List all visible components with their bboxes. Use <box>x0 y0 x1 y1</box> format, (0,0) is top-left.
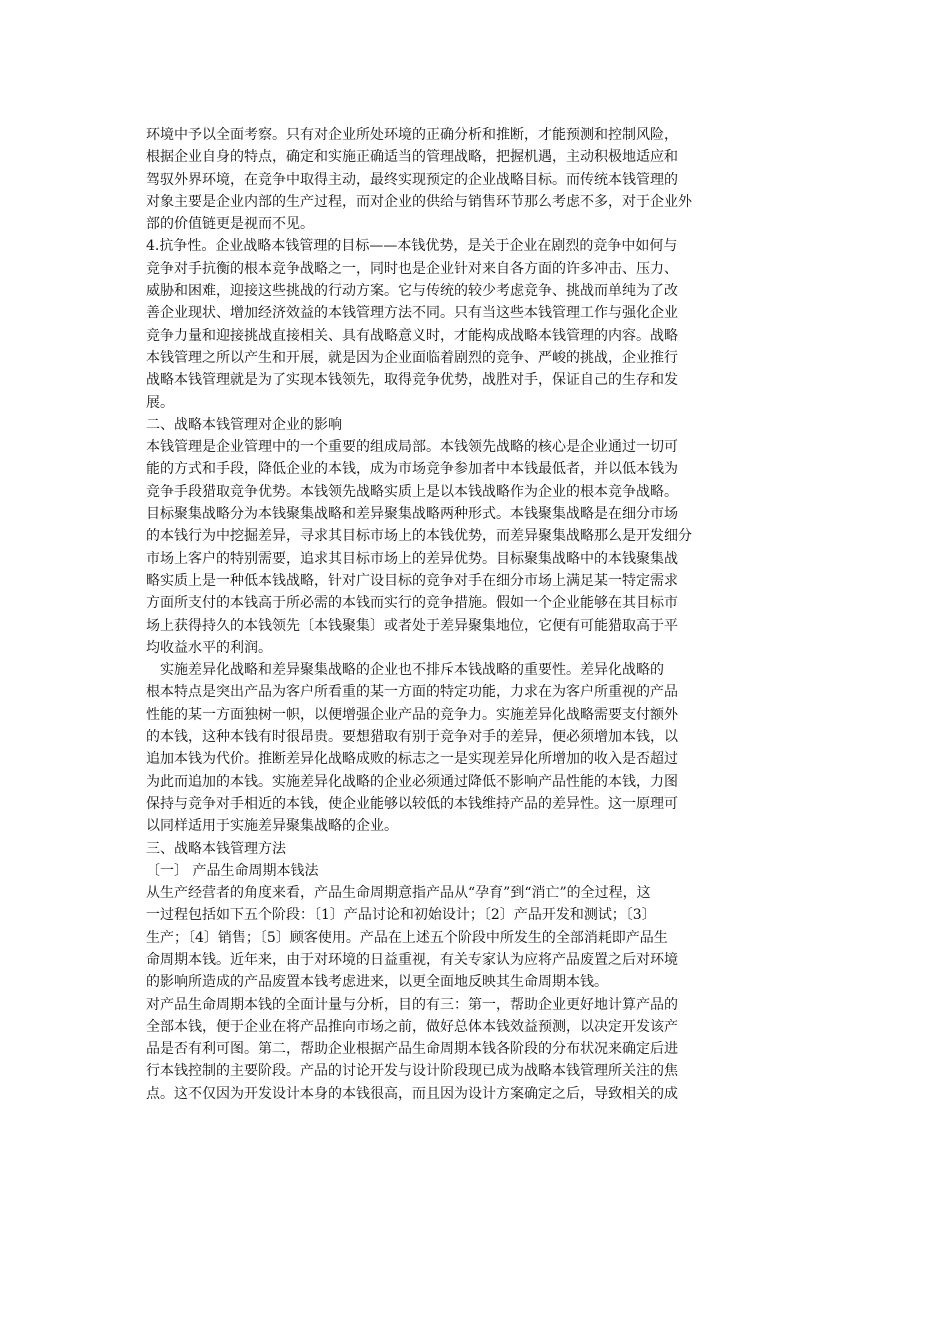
text-line: 点。这不仅因为开发设计本身的本钱很高，而且因为设计方案确定之后，导致相关的成 <box>146 1085 678 1102</box>
text-line: 战略本钱管理就是为了实现本钱领先，取得竞争优势，战胜对手，保证自己的生存和发 <box>146 372 678 389</box>
text-line: 品是否有利可图。第二，帮助企业根据产品生命周期本钱各阶段的分布状况来确定后进 <box>146 1041 678 1058</box>
text-line: 环境中予以全面考察。只有对企业所处环境的正确分析和推断，才能预测和控制风险， <box>146 127 678 143</box>
text-line: 二、战略本钱管理对企业的影响 <box>146 416 342 433</box>
text-line: 本钱管理是企业管理中的一个重要的组成局部。本钱领先战略的核心是企业通过一切可 <box>146 439 678 456</box>
text-line: 部的价值链更是视而不见。 <box>146 216 314 233</box>
text-line: 本钱管理之所以产生和开展，就是因为企业面临着剧烈的竞争、严峻的挑战，企业推行 <box>146 349 678 366</box>
text-line: 为此而追加的本钱。实施差异化战略的企业必须通过降低不影响产品性能的本钱，力图 <box>146 773 678 790</box>
text-line: 全部本钱，便于企业在将产品推向市场之前，做好总体本钱效益预测，以决定开发该产 <box>146 1018 678 1035</box>
text-line: 方面所支付的本钱高于所必需的本钱而实行的竞争措施。假如一个企业能够在其目标市 <box>146 595 678 612</box>
text-line: 能的方式和手段，降低企业的本钱，成为市场竞争参加者中本钱最低者，并以低本钱为 <box>146 461 678 478</box>
text-line: 保持与竞争对手相近的本钱，使企业能够以较低的本钱维持产品的差异性。这一原理可 <box>146 795 678 812</box>
text-line: 对产品生命周期本钱的全面计量与分析，目的有三：第一，帮助企业更好地计算产品的 <box>146 996 678 1013</box>
text-line: 三、战略本钱管理方法 <box>146 840 286 857</box>
text-line: 一过程包括如下五个阶段：〔1〕产品讨论和初始设计；〔2〕产品开发和测试；〔3〕 <box>146 907 656 924</box>
text-line: 生产；〔4〕销售；〔5〕顾客使用。产品在上述五个阶段中所发生的全部消耗即产品生 <box>146 929 668 946</box>
text-line: 展。 <box>146 394 174 411</box>
text-line: 以同样适用于实施差异聚集战略的企业。 <box>146 818 398 835</box>
text-line: 根本特点是突出产品为客户所看重的某一方面的特定功能，力求在为客户所重视的产品 <box>146 684 678 701</box>
text-line: 竞争对手抗衡的根本竞争战略之一，同时也是企业针对来自各方面的许多冲击、压力、 <box>146 260 678 277</box>
text-line: 威胁和困难，迎接这些挑战的行动方案。它与传统的较少考虑竞争、挑战而单纯为了改 <box>146 283 678 300</box>
document-body <box>146 124 791 1105</box>
text-line: 从生产经营者的角度来看，产品生命周期意指产品从“孕育”到“消亡”的全过程，这 <box>146 885 651 902</box>
text-line: 4.抗争性。企业战略本钱管理的目标——本钱优势，是关于企业在剧烈的竞争中如何与 <box>146 238 678 255</box>
text-line: 目标聚集战略分为本钱聚集战略和差异聚集战略两种形式。本钱聚集战略是在细分市场 <box>146 506 678 523</box>
text-line: 性能的某一方面独树一帜，以便增强企业产品的竞争力。实施差异化战略需要支付额外 <box>146 706 678 723</box>
text-line: 均收益水平的利润。 <box>146 639 272 656</box>
text-line: 根据企业自身的特点，确定和实施正确适当的管理战略，把握机遇，主动积极地适应和 <box>146 149 678 166</box>
text-line: 的本钱，这种本钱有时很昂贵。要想猎取有别于竞争对手的差异，便必须增加本钱，以 <box>146 729 678 746</box>
text-line: 场上获得持久的本钱领先〔本钱聚集〕或者处于差异聚集地位，它便有可能猎取高于平 <box>146 617 678 634</box>
text-line: 命周期本钱。近年来，由于对环境的日益重视，有关专家认为应将产品废置之后对环境 <box>146 951 678 968</box>
text-line: 善企业现状、增加经济效益的本钱管理方法不同。只有当这些本钱管理工作与强化企业 <box>146 305 678 322</box>
text-line: 对象主要是企业内部的生产过程，而对企业的供给与销售环节那么考虑不多，对于企业外 <box>146 193 692 210</box>
text-line: 市场上客户的特别需要，追求其目标市场上的差异优势。目标聚集战略中的本钱聚集战 <box>146 550 678 567</box>
text-line: 竞争手段猎取竞争优势。本钱领先战略实质上是以本钱战略作为企业的根本竞争战略。 <box>146 483 678 500</box>
text-line: 驾驭外界环境，在竞争中取得主动，最终实现预定的企业战略目标。而传统本钱管理的 <box>146 171 678 188</box>
text-line: 的本钱行为中挖掘差异，寻求其目标市场上的本钱优势，而差异聚集战略那么是开发细分 <box>146 528 692 545</box>
text-line: 〔一〕 产品生命周期本钱法 <box>146 862 319 879</box>
text-line: 行本钱控制的主要阶段。产品的讨论开发与设计阶段现已成为战略本钱管理所关注的焦 <box>146 1063 678 1080</box>
text-line: 实施差异化战略和差异聚集战略的企业也不排斥本钱战略的重要性。差异化战略的 <box>146 662 664 679</box>
text-line: 追加本钱为代价。推断差异化战略成败的标志之一是实现差异化所增加的收入是否超过 <box>146 751 678 768</box>
text-line: 的影响所造成的产品废置本钱考虑进来，以更全面地反映其生命周期本钱。 <box>146 974 608 991</box>
text-line: 竞争力量和迎接挑战直接相关、具有战略意义时，才能构成战略本钱管理的内容。战略 <box>146 327 678 344</box>
text-line: 略实质上是一种低本钱战略，针对广设目标的竞争对手在细分市场上满足某一特定需求 <box>146 572 678 589</box>
